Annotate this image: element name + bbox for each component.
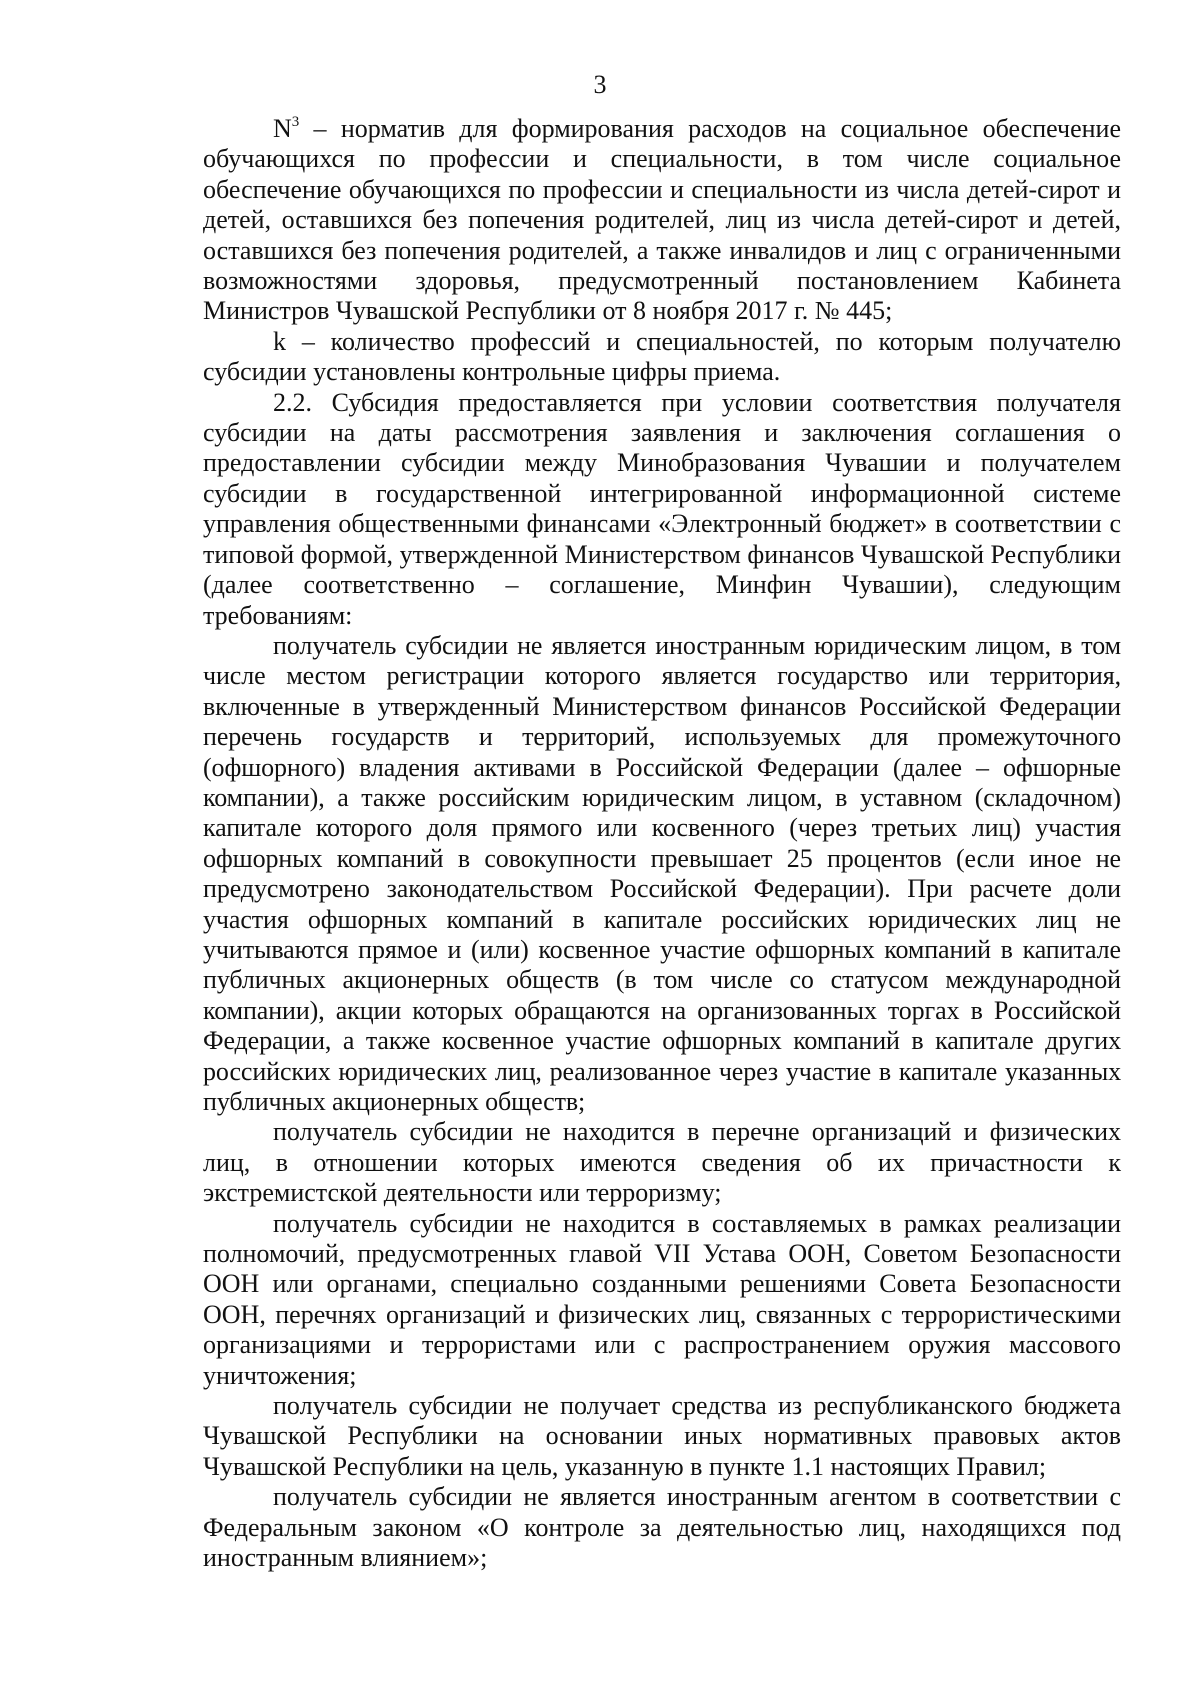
- paragraph-requirement-un: получатель субсидии не находится в составляемых в рамках реализации полномочий, предусмотренных главой VII Устава ООН, Советом Безопасности ООН или органами, специально созданными решениями Совета Безопасности ООН, перечнях организаций и физических лиц, связанных с террористическими организациями и террористами или с распространением оружия массового уничтожения;: [203, 1208, 1121, 1390]
- n3-definition-text: – норматив для формирования расходов на социальное обеспечение обучающихся по профессии и специальности, в том числе социальное обеспечение обучающихся по профессии и специальности из числа детей-сирот и детей, оставшихся без попечения родителей, лиц из числа детей-сирот и детей, оставшихся без попечения родителей, а также инвалидов и лиц с ограниченными возможностями здоровья, предусмотренный постановлением Кабинета Министров Чувашской Республики от 8 ноября 2017 г. № 445;: [203, 114, 1121, 326]
- page-number: 3: [593, 70, 607, 99]
- document-body: [203, 114, 1121, 1574]
- paragraph-clause-2-2: 2.2. Субсидия предоставляется при условии соответствия получателя субсидии на даты рассмотрения заявления и заключения соглашения о предоставлении субсидии между Минобразования Чувашии и получателем субсидии в государственной интегрированной информационной системе управления общественными финансами «Электронный бюджет» в соответствии с типовой формой, утвержденной Министерством финансов Чувашской Республики (далее соответственно – соглашение, Минфин Чувашии), следующим требованиям:: [203, 387, 1121, 630]
- paragraph-n3-definition: [203, 114, 1121, 327]
- paragraph-k-definition: k – количество профессий и специальностей, по которым получателю субсидии установлены контрольные цифры приема.: [203, 326, 1121, 387]
- n3-symbol: N: [273, 114, 292, 143]
- paragraph-requirement-offshore: получатель субсидии не является иностранным юридическим лицом, в том числе местом регистрации которого является государство или территория, включенные в утвержденный Министерством финансов Российской Федерации перечень государств и территорий, используемых для промежуточного (офшорного) владения активами в Российской Федерации (далее – офшорные компании), а также российским юридическим лицом, в уставном (складочном) капитале которого доля прямого или косвенного (через третьих лиц) участия офшорных компаний в совокупности превышает 25 процентов (если иное не предусмотрено законодательством Российской Федерации). При расчете доли участия офшорных компаний в капитале российских юридических лиц не учитываются прямое и (или) косвенное участие офшорных компаний в капитале публичных акционерных обществ (в том числе со статусом международной компании), акции которых обращаются на организованных торгах в Российской Федерации, а также косвенное участие офшорных компаний в капитале других российских юридических лиц, реализованное через участие в капитале указанных публичных акционерных обществ;: [203, 630, 1121, 1116]
- paragraph-requirement-foreign-agent: получатель субсидии не является иностранным агентом в соответствии с Федеральным законом «О контроле за деятельностью лиц, находящихся под иностранным влиянием»;: [203, 1482, 1121, 1573]
- paragraph-requirement-extremism: получатель субсидии не находится в перечне организаций и физических лиц, в отношении которых имеются сведения об их причастности к экстремистской деятельности или терроризму;: [203, 1117, 1121, 1208]
- paragraph-requirement-other-acts: получатель субсидии не получает средства из республиканского бюджета Чувашской Республики на основании иных нормативных правовых актов Чувашской Республики на цель, указанную в пункте 1.1 настоящих Правил;: [203, 1391, 1121, 1481]
- n3-superscript: 3: [291, 114, 300, 130]
